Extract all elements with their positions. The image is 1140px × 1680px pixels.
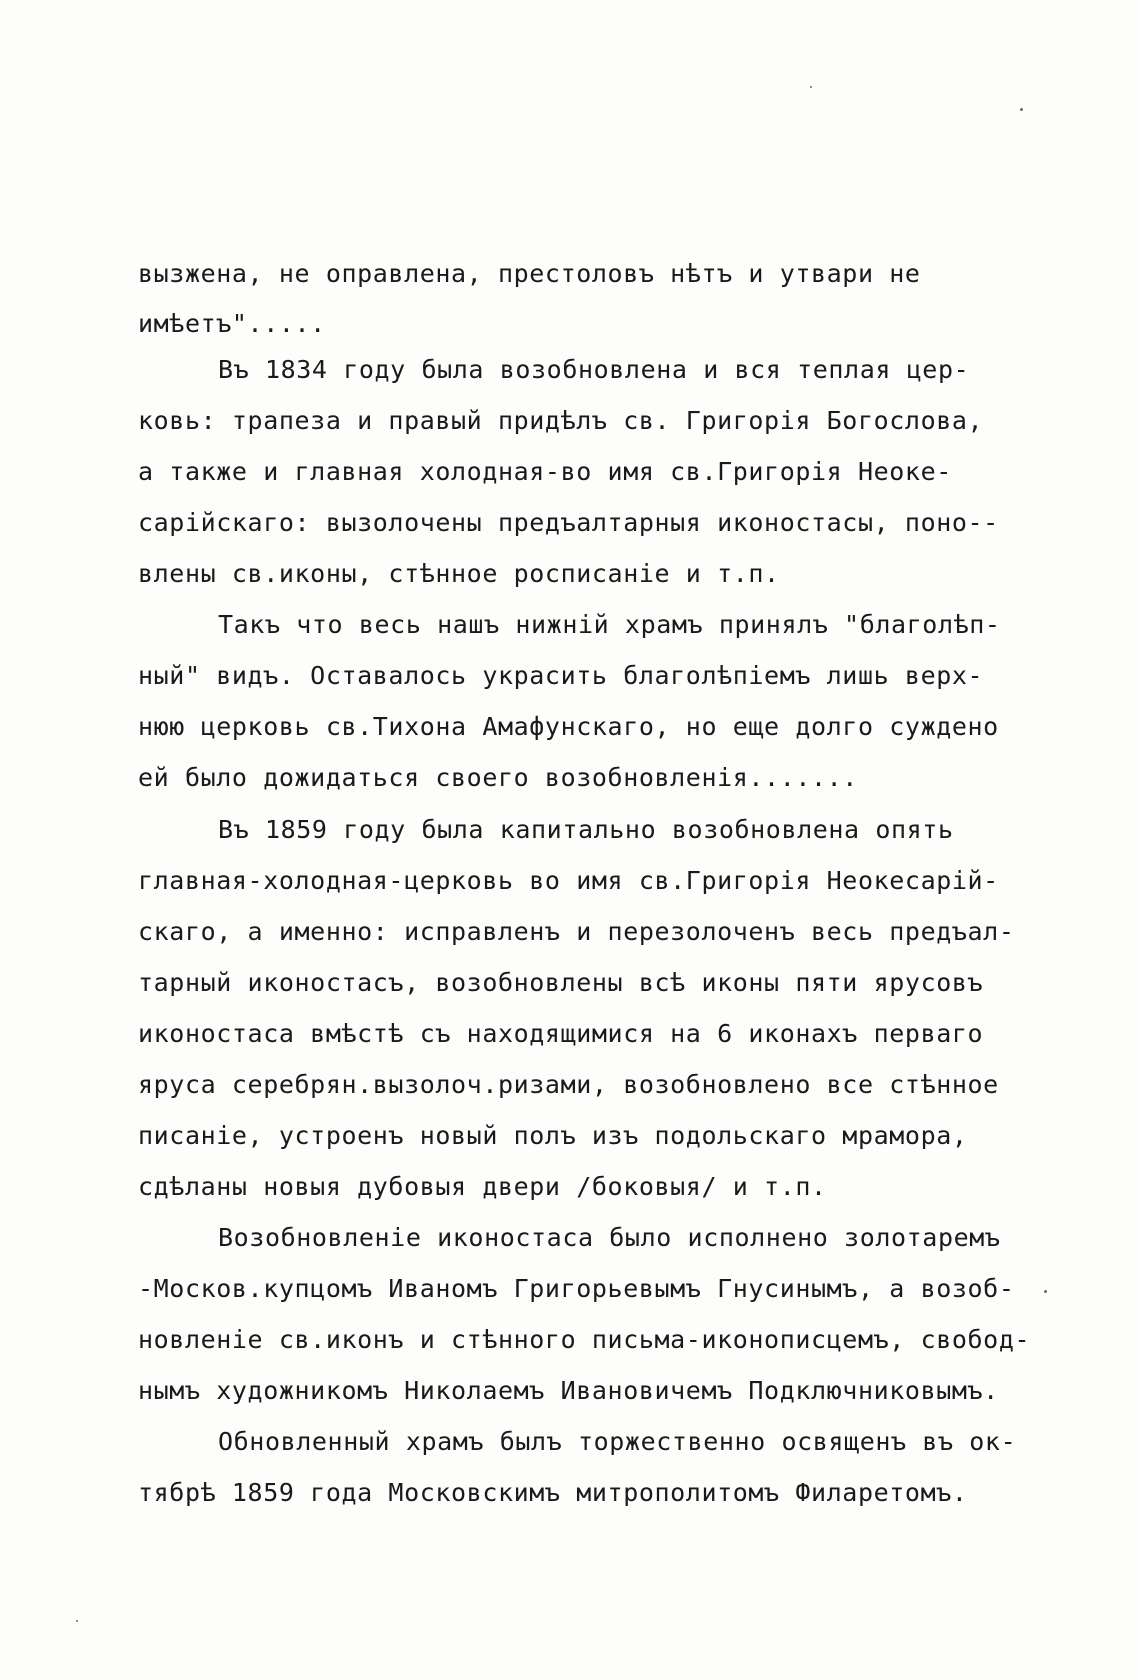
text-line: сарійскаго: вызолочены предъалтарныя иконостасы, поно-- xyxy=(138,508,999,537)
paragraph-start-line: Въ 1834 году была возобновлена и вся теплая цер- xyxy=(218,355,970,384)
text-line: нымъ художникомъ Николаемъ Ивановичемъ Подключниковымъ. xyxy=(138,1376,999,1405)
paper-speck xyxy=(76,1620,78,1622)
text-line: иконостаса вмѣстѣ съ находящимися на 6 иконахъ перваго xyxy=(138,1019,984,1048)
text-line: новленіе св.иконъ и стѣнного письма-иконописцемъ, свобод- xyxy=(138,1325,1031,1354)
text-line: тябрѣ 1859 года Московскимъ митрополитомъ Филаретомъ. xyxy=(138,1478,968,1507)
paragraph-start-line: Возобновленіе иконостаса было исполнено золотаремъ xyxy=(218,1223,1001,1252)
paragraph-start-line: Такъ что весь нашъ нижній храмъ принялъ "благолѣп- xyxy=(218,610,1001,639)
text-line: тарный иконостасъ, возобновлены всѣ иконы пяти ярусовъ xyxy=(138,968,984,997)
text-line: яруса серебрян.вызолоч.ризами, возобновлено все стѣнное xyxy=(138,1070,999,1099)
text-line: вызжена, не оправлена, престоловъ нѣтъ и утвари не xyxy=(138,259,921,288)
text-line: имѣетъ"..... xyxy=(138,309,326,338)
text-line: ковь: трапеза и правый придѣлъ св. Григорія Богослова, xyxy=(138,406,984,435)
paper-speck xyxy=(1044,1290,1047,1293)
text-line: а также и главная холодная-во имя св.Григорія Неоке- xyxy=(138,457,952,486)
text-line: писаніе, устроенъ новый полъ изъ подольскаго мрамора, xyxy=(138,1121,968,1150)
paper-speck xyxy=(810,86,812,88)
text-line: сдѣланы новыя дубовыя двери /боковыя/ и т.п. xyxy=(138,1172,827,1201)
text-line: влены св.иконы, стѣнное росписаніе и т.п. xyxy=(138,559,780,588)
paragraph-start-line: Обновленный храмъ былъ торжественно освященъ въ ок- xyxy=(218,1427,1017,1456)
paragraph-start-line: Въ 1859 году была капитально возобновлена опять xyxy=(218,815,954,844)
text-line: скаго, а именно: исправленъ и перезолоченъ весь предъал- xyxy=(138,917,1015,946)
text-line: ный" видъ. Оставалось украсить благолѣпіемъ лишь верх- xyxy=(138,661,984,690)
paper-speck xyxy=(1020,108,1023,111)
text-line: главная-холодная-церковь во имя св.Григорія Неокесарій- xyxy=(138,866,999,895)
text-line: нюю церковь св.Тихона Амафунскаго, но еще долго суждено xyxy=(138,712,999,741)
text-line: ей было дожидаться своего возобновленія....... xyxy=(138,763,858,792)
text-line: -Москов.купцомъ Иваномъ Григорьевымъ Гнусинымъ, а возоб- xyxy=(138,1274,1015,1303)
